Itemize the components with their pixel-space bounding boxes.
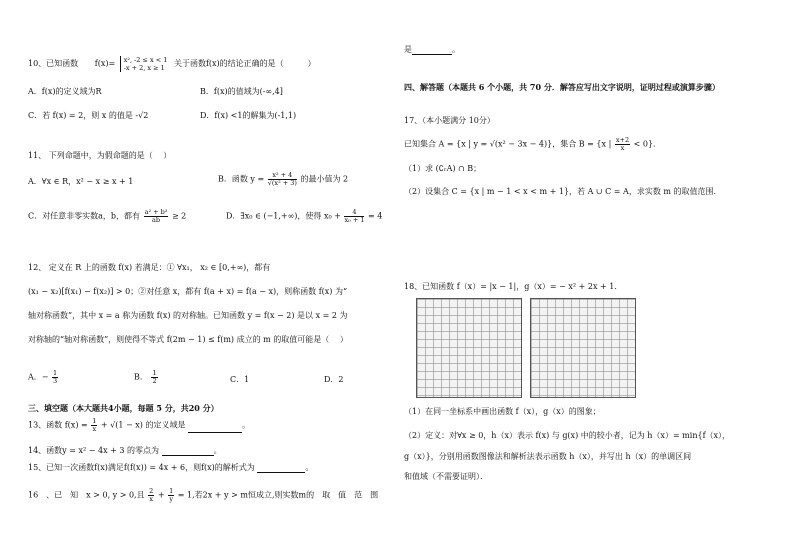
q17-l1-pre: 已知集合 A = {x | y = √(x² − 3x − 4)}，集合 B = {x |: [404, 139, 612, 149]
q12-a-fraction: [52, 370, 58, 385]
q11-d-den: x₀ + 1: [344, 216, 365, 224]
q17-l1-post: < 0}．: [633, 139, 662, 149]
q10-piece1: x², -2 ≤ x < 1: [123, 56, 168, 64]
q12-b-num: 1: [152, 369, 157, 377]
q10-option-a: A．f(x)的定义域为R: [28, 87, 102, 96]
q12-a-den: 3: [53, 377, 58, 385]
q18-heading: 18、已知函数 f（x）= |x − 1|，g（x）= − x² + 2x + 1．: [404, 282, 623, 291]
q11-option-a: A．∀x ∈ R，x² − x ≥ x + 1: [28, 177, 134, 186]
q11-c-num: a² + b²: [144, 208, 168, 216]
q10-option-d: D．f(x) <1的解集为(-1,1): [200, 111, 297, 120]
q17-heading: 17、（本小题满分 10分）: [404, 116, 495, 125]
q13-end: 。: [242, 420, 250, 430]
q16-f1-num: 2: [149, 487, 154, 495]
q11-c-den: ab: [151, 216, 160, 224]
q10-piecewise: [120, 56, 168, 72]
grid-paper-right: [530, 298, 636, 398]
q12-a-num: 1: [53, 369, 58, 377]
q11-d-pre: D．∃x₀ ∈ (−1,+∞)，使得 x₀ +: [226, 211, 341, 221]
q10-tail: 关于函数f(x)的结论正确的是（ ）: [173, 59, 316, 68]
q11-c-pre: C．对任意非零实数a，b，都有: [28, 211, 141, 221]
q18-part-2-line-2: g（x）}，分别用函数图像法和解析法表示函数 h（x），并写出 h（x）的单调区间: [404, 452, 692, 461]
q12-b-fraction: [151, 370, 157, 385]
q16-pre: 16 、已 知 x > 0, y > 0,且: [28, 490, 145, 500]
q16-continued: [404, 44, 460, 55]
q12-line-2: (x₁ − x₂)[f(x₁) − f(x₂)] > 0；②对任意 x，都有 f(a + x) = f(a − x)，则称函数 f(x) 为“: [28, 287, 348, 296]
q18-part-2-line-1: （2）定义：对∀x ≥ 0，h（x）表示 f(x) 与 g(x) 中的较小者，记为 h（x）= min{f（x），: [404, 431, 731, 440]
q13-post: + √(1 − x) 的定义域是: [100, 420, 186, 430]
q15: [28, 462, 313, 473]
q11-b-post: 的最小值为 2: [300, 174, 349, 184]
q15-text: 15、已知一次函数f(x)满足f(f(x)) = 4x + 6，则f(x)的解析式为: [28, 463, 255, 472]
q13-fraction: [91, 418, 97, 433]
q16-f1-den: x: [149, 495, 154, 503]
q12-b-den: 2: [152, 377, 157, 385]
q15-answer-blank[interactable]: [257, 463, 305, 473]
q11-d-post: = 4: [368, 211, 383, 221]
q11-b-num: x² + 4: [268, 172, 297, 180]
q17-part-1: （1）求 (∁ᵣA) ∩ B；: [404, 164, 482, 173]
q16-fraction-1: [148, 488, 154, 503]
q12-option-b: [134, 370, 159, 385]
q17-num: x+2: [615, 136, 630, 144]
q16: [28, 488, 378, 503]
q13-num: 1: [92, 417, 97, 425]
q11-stem: 11、 下列命题中，为假命题的是（ ）: [28, 151, 172, 160]
q12-a-label: A．−: [28, 372, 49, 382]
q10-piece2: -x + 2, x ≥ 1: [123, 64, 165, 72]
q13: [28, 418, 250, 433]
q14-answer-blank[interactable]: [162, 446, 214, 456]
q16-cont-end: 。: [452, 45, 460, 54]
q15-end: 。: [305, 463, 314, 472]
q18-part-2-line-3: 和值域（不需要证明）．: [404, 472, 488, 481]
q17-line-1: [404, 137, 661, 152]
q16-answer-blank[interactable]: [412, 45, 452, 55]
q17-den: x: [620, 144, 625, 152]
q13-den: x: [92, 425, 97, 433]
q11-b-fraction: [268, 172, 297, 187]
q12-line-4: 对称轴的“轴对称函数”，则使得不等式 f(2m − 1) ≤ f(m) 成立的 m 的取值可能是（ ）: [28, 335, 348, 344]
q11-d-fraction: [344, 209, 364, 224]
q10-intro: 10、已知函数: [28, 59, 79, 68]
q16-post: = 1,若2x + y > m恒成立,则实数m的 取 值 范 围: [177, 490, 379, 500]
section-3-heading: 三、填空题（本大题共4小题，每题 5 分，共20 分）: [28, 403, 219, 413]
section-4-heading: 四、解答题（本题共 6 个小题，共 70 分．解答应写出文字说明，证明过程或演算步骤）: [404, 82, 720, 92]
q11-option-b: [218, 172, 348, 187]
q12-b-label: B．: [134, 372, 148, 382]
q16-cont-text: 是: [404, 45, 412, 54]
q11-option-d: [226, 209, 382, 224]
q12-option-a: [28, 370, 59, 385]
q14-end: 。: [213, 446, 222, 455]
q16-f2-den: y: [169, 495, 173, 503]
q14-text: 14、函数y = x² − 4x + 3 的零点为: [28, 446, 160, 455]
grid-paper-left: [416, 298, 522, 398]
q10-fx: f(x)=: [94, 59, 116, 68]
q16-plus: +: [157, 490, 165, 500]
q12-line-3: 轴对称函数”，其中 x = a 称为函数 f(x) 的对称轴。已知函数 y = f(x − 2) 是以 x = 2 为: [28, 311, 348, 320]
q10-stem: [28, 56, 316, 72]
q12-line-1: 12、 定义在 R 上的函数 f(x) 若满足：① ∀x₁， x₂ ∈ [0,+∞)，都有: [28, 263, 271, 272]
q16-f2-num: 1: [169, 487, 174, 495]
q12-option-d: D．2: [324, 375, 344, 384]
q10-option-c: C．若 f(x) = 2，则 x 的值是 -√2: [28, 111, 149, 120]
q11-option-c: [28, 209, 186, 224]
q17-part-2: （2）设集合 C = {x | m − 1 < x < m + 1}，若 A ∪ C = A，求实数 m 的取值范围.: [404, 187, 717, 196]
q12-option-c: C．1: [230, 375, 250, 384]
q10-option-b: B．f(x)的值域为(-∞,4]: [200, 87, 283, 96]
q11-b-den: √(x² + 3): [267, 179, 297, 187]
q11-c-post: ≥ 2: [171, 211, 187, 221]
q11-d-num: 4: [344, 209, 364, 217]
q11-b-pre: B．函数 y =: [218, 174, 265, 184]
q13-answer-blank[interactable]: [188, 423, 242, 433]
q17-fraction: [615, 137, 630, 152]
q11-c-fraction: [144, 209, 169, 224]
q16-fraction-2: [168, 488, 174, 503]
q14: [28, 445, 222, 456]
q18-part-1: （1）在同一坐标系中画出函数 f（x），g（x）的图象；: [404, 407, 601, 416]
q13-pre: 13、函数 f(x) =: [28, 420, 88, 430]
